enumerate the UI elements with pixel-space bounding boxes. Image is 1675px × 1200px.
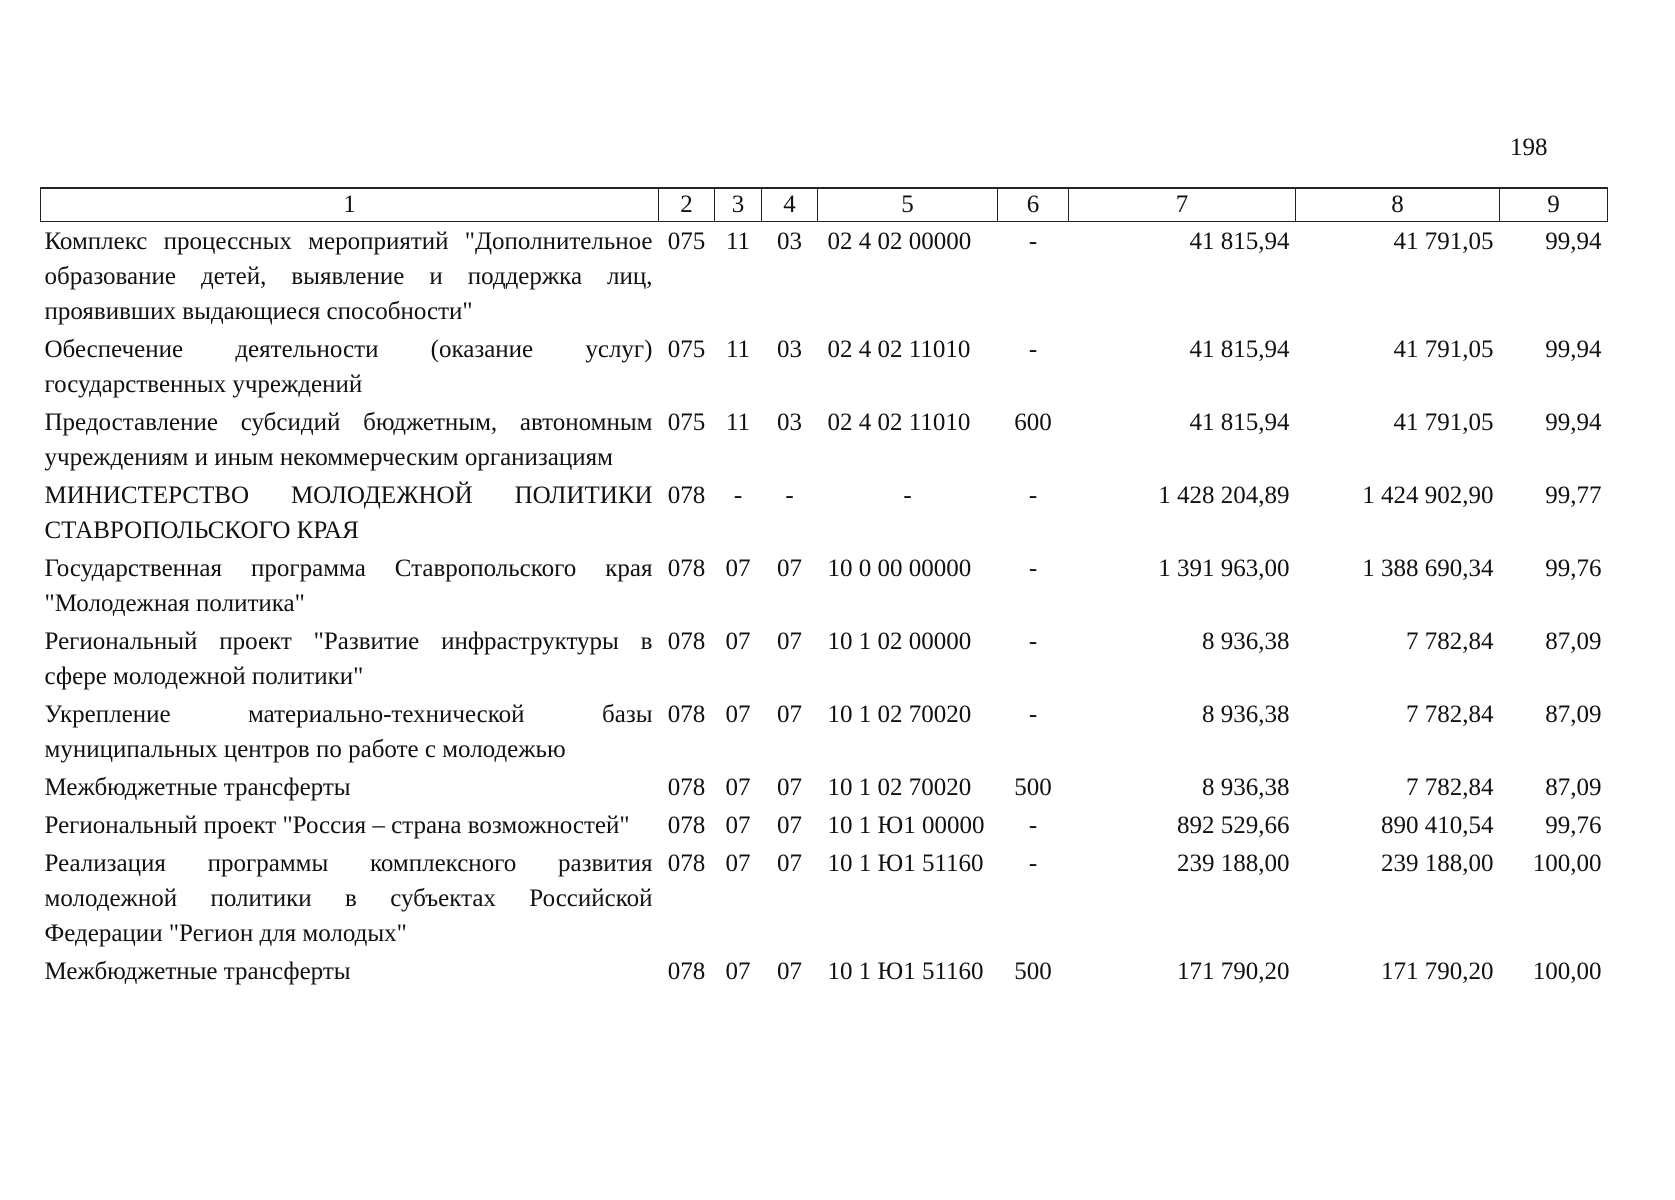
cell-subsection: 07	[777, 628, 802, 655]
cell-expense-type: -	[1028, 228, 1038, 255]
table-row	[41, 806, 1608, 844]
cell-subsection: 03	[777, 409, 802, 436]
cell-expense-type: -	[1028, 482, 1038, 509]
row-name: Региональный проект "Россия – страна возможностей"	[44, 812, 630, 839]
cell-section: 07	[725, 701, 751, 728]
table-row	[41, 844, 1608, 952]
cell-executed: 41 791,05	[1393, 228, 1494, 255]
row-name: Предоставление субсидий бюджетным, автономным учреждениям и иным некоммерческим организациям	[44, 409, 653, 471]
cell-expense-type: 600	[1014, 409, 1052, 436]
table-body	[41, 222, 1608, 991]
cell-target-article: 10 0 00 00000	[827, 555, 972, 582]
cell-subsection: 07	[777, 850, 802, 877]
table-row	[41, 476, 1608, 549]
cell-planned: 41 815,94	[1189, 336, 1290, 363]
row-name: Государственная программа Ставропольского края "Молодежная политика"	[44, 555, 653, 617]
cell-ministry-code: 078	[667, 628, 706, 655]
cell-subsection: 07	[777, 701, 802, 728]
cell-percent: 100,00	[1532, 958, 1602, 985]
cell-executed: 1 388 690,34	[1362, 555, 1494, 582]
column-header-4: 4	[762, 188, 818, 222]
table-row	[41, 222, 1608, 331]
cell-percent: 99,94	[1545, 336, 1602, 363]
cell-expense-type: -	[1028, 555, 1038, 582]
cell-expense-type: -	[1028, 812, 1038, 839]
cell-ministry-code: 075	[667, 228, 706, 255]
cell-planned: 41 815,94	[1189, 228, 1290, 255]
row-name: Межбюджетные трансферты	[44, 958, 351, 985]
row-name: Комплекс процессных мероприятий "Дополнительное образование детей, выявление и поддержка лиц, проявивших выдающиеся способности"	[44, 228, 653, 325]
cell-target-article: 10 1 02 70020	[827, 774, 972, 801]
cell-planned: 8 936,38	[1202, 701, 1290, 728]
table-row	[41, 330, 1608, 403]
budget-table	[40, 187, 1608, 990]
cell-percent: 99,77	[1545, 482, 1602, 509]
column-header-2: 2	[659, 188, 715, 222]
cell-ministry-code: 078	[667, 701, 706, 728]
row-name: Обеспечение деятельности (оказание услуг) государственных учреждений	[44, 336, 653, 398]
cell-executed: 41 791,05	[1393, 409, 1494, 436]
cell-expense-type: -	[1028, 628, 1038, 655]
cell-executed: 41 791,05	[1393, 336, 1494, 363]
cell-percent: 100,00	[1532, 850, 1602, 877]
cell-planned: 8 936,38	[1202, 774, 1290, 801]
row-name: МИНИСТЕРСТВО МОЛОДЕЖНОЙ ПОЛИТИКИ СТАВРОПОЛЬСКОГО КРАЯ	[44, 482, 653, 544]
column-header-7: 7	[1069, 188, 1296, 222]
cell-executed: 7 782,84	[1406, 701, 1494, 728]
cell-percent: 99,76	[1545, 812, 1602, 839]
cell-expense-type: -	[1028, 701, 1038, 728]
column-header-1: 1	[41, 188, 659, 222]
cell-expense-type: -	[1028, 336, 1038, 363]
cell-subsection: 03	[777, 336, 802, 363]
cell-target-article: 10 1 02 70020	[827, 701, 972, 728]
cell-percent: 99,94	[1545, 228, 1602, 255]
cell-section: 07	[725, 850, 751, 877]
cell-percent: 87,09	[1545, 628, 1602, 655]
cell-subsection: 07	[777, 958, 802, 985]
cell-section: 07	[725, 958, 751, 985]
cell-planned: 892 529,66	[1177, 812, 1290, 839]
table-header	[41, 188, 1608, 222]
cell-section: 11	[725, 228, 751, 255]
cell-target-article: -	[903, 482, 912, 509]
table-row	[41, 403, 1608, 476]
cell-planned: 171 790,20	[1177, 958, 1290, 985]
cell-subsection: 03	[777, 228, 802, 255]
cell-planned: 1 391 963,00	[1158, 555, 1290, 582]
cell-target-article: 02 4 02 11010	[827, 336, 971, 363]
cell-target-article: 02 4 02 00000	[827, 228, 972, 255]
cell-executed: 7 782,84	[1406, 774, 1494, 801]
cell-ministry-code: 078	[667, 812, 706, 839]
cell-planned: 41 815,94	[1189, 409, 1290, 436]
cell-percent: 99,94	[1545, 409, 1602, 436]
cell-percent: 99,76	[1545, 555, 1602, 582]
header-row	[41, 188, 1608, 222]
column-header-9: 9	[1500, 188, 1608, 222]
column-header-3: 3	[715, 188, 762, 222]
cell-expense-type: 500	[1014, 774, 1052, 801]
column-header-8: 8	[1296, 188, 1500, 222]
page-number: 198	[1510, 134, 1548, 161]
cell-target-article: 02 4 02 11010	[827, 409, 971, 436]
row-name: Реализация программы комплексного развития молодежной политики в субъектах Российской Федерации "Регион для молодых"	[44, 850, 653, 947]
table-row	[41, 695, 1608, 768]
cell-section: 11	[725, 336, 751, 363]
cell-planned: 239 188,00	[1177, 850, 1290, 877]
cell-executed: 1 424 902,90	[1362, 482, 1494, 509]
cell-percent: 87,09	[1545, 701, 1602, 728]
table-row	[41, 549, 1608, 622]
cell-ministry-code: 078	[667, 850, 706, 877]
cell-expense-type: -	[1028, 850, 1038, 877]
cell-ministry-code: 078	[667, 555, 706, 582]
column-header-5: 5	[818, 188, 998, 222]
column-header-6: 6	[998, 188, 1069, 222]
cell-ministry-code: 078	[667, 774, 706, 801]
cell-expense-type: 500	[1014, 958, 1052, 985]
cell-percent: 87,09	[1545, 774, 1602, 801]
row-name: Региональный проект "Развитие инфраструктуры в сфере молодежной политики"	[44, 628, 653, 690]
row-name: Укрепление материально-технической базы муниципальных центров по работе с молодежью	[44, 701, 653, 763]
cell-executed: 7 782,84	[1406, 628, 1494, 655]
cell-section: 11	[725, 409, 751, 436]
table-row	[41, 622, 1608, 695]
cell-ministry-code: 075	[667, 336, 706, 363]
cell-executed: 171 790,20	[1381, 958, 1494, 985]
cell-planned: 1 428 204,89	[1158, 482, 1290, 509]
cell-section: -	[733, 482, 743, 509]
cell-executed: 239 188,00	[1381, 850, 1494, 877]
cell-section: 07	[725, 812, 751, 839]
cell-ministry-code: 078	[667, 958, 706, 985]
table-row	[41, 952, 1608, 990]
cell-target-article: 10 1 02 00000	[827, 628, 972, 655]
row-name: Межбюджетные трансферты	[44, 774, 351, 801]
cell-subsection: 07	[777, 774, 802, 801]
cell-subsection: 07	[777, 812, 802, 839]
cell-section: 07	[725, 774, 751, 801]
cell-subsection: -	[785, 482, 794, 509]
cell-target-article: 10 1 Ю1 51160	[827, 958, 984, 985]
cell-planned: 8 936,38	[1202, 628, 1290, 655]
cell-section: 07	[725, 555, 751, 582]
cell-subsection: 07	[777, 555, 802, 582]
cell-executed: 890 410,54	[1381, 812, 1494, 839]
table-row	[41, 768, 1608, 806]
cell-section: 07	[725, 628, 751, 655]
cell-ministry-code: 075	[667, 409, 706, 436]
cell-ministry-code: 078	[667, 482, 706, 509]
cell-target-article: 10 1 Ю1 00000	[827, 812, 985, 839]
cell-target-article: 10 1 Ю1 51160	[827, 850, 984, 877]
